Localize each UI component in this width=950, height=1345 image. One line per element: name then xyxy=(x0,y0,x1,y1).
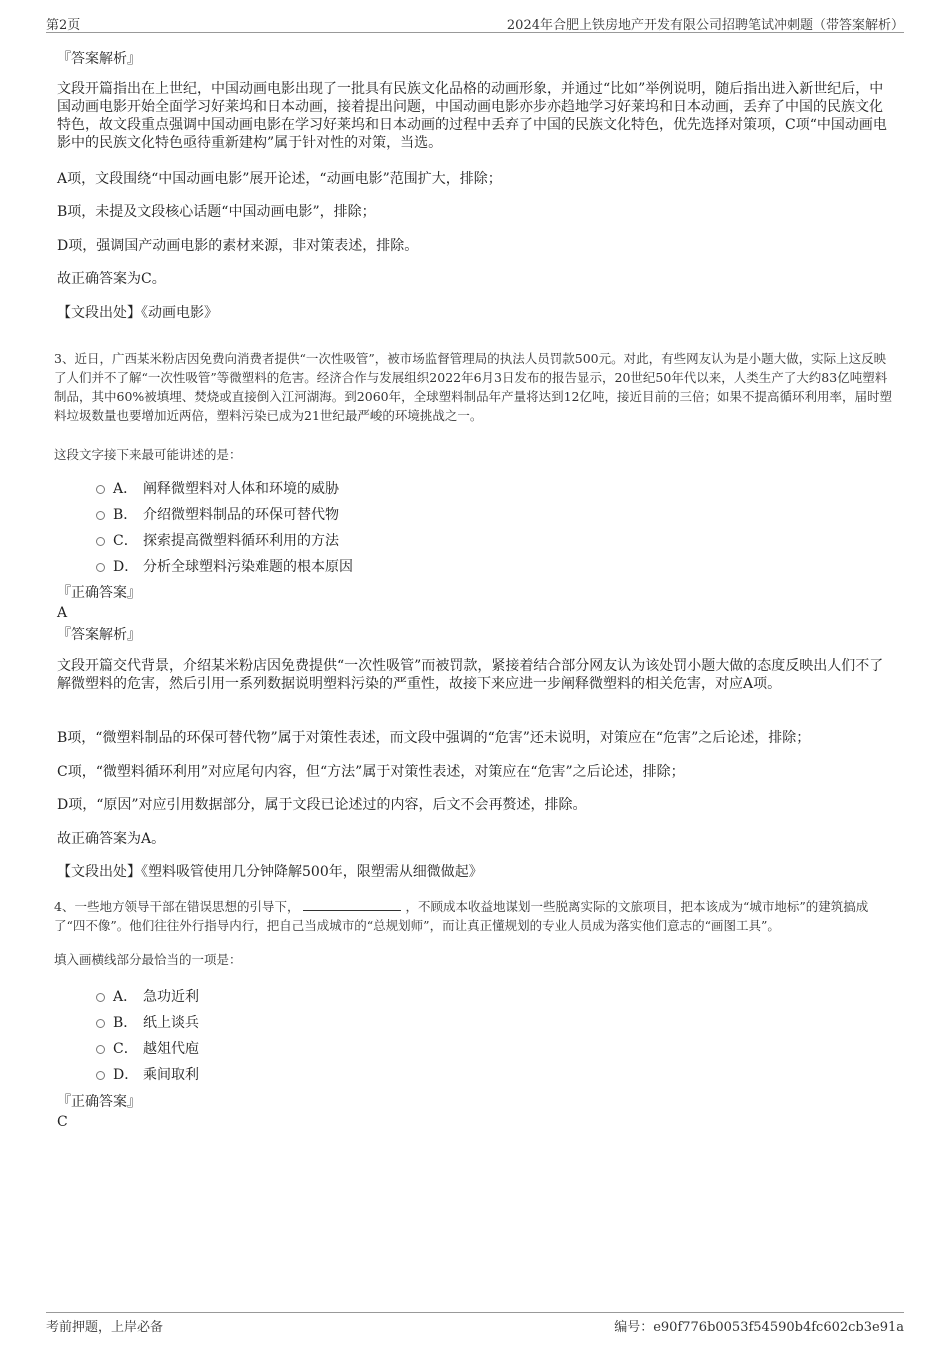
radio-icon[interactable] xyxy=(96,563,105,572)
q3-option-b[interactable]: B． 介绍微塑料制品的环保可替代物 xyxy=(96,504,339,524)
q3-analysis-p5: 故正确答案为A。 xyxy=(57,831,166,847)
q4-answer: C xyxy=(57,1114,68,1130)
q3-option-d[interactable]: D． 分析全球塑料污染难题的根本原因 xyxy=(96,556,353,576)
q3-option-a[interactable]: A． 阐释微塑料对人体和环境的威胁 xyxy=(96,478,339,498)
q2-source: 【文段出处】《动画电影》 xyxy=(57,305,218,321)
radio-icon[interactable] xyxy=(96,993,105,1002)
q2-analysis-label: 『答案解析』 xyxy=(57,51,141,67)
radio-icon[interactable] xyxy=(96,1071,105,1080)
q3-analysis-label: 『答案解析』 xyxy=(57,627,141,643)
footer-slogan: 考前押题，上岸必备 xyxy=(46,1320,164,1335)
q4-option-d[interactable]: D． 乘间取利 xyxy=(96,1064,199,1084)
radio-icon[interactable] xyxy=(96,1019,105,1028)
q4-answer-label: 『正确答案』 xyxy=(57,1094,141,1110)
q3-answer: A xyxy=(57,605,68,621)
page-footer xyxy=(46,1312,904,1335)
fill-blank xyxy=(303,898,401,911)
q2-analysis-p3: B项，未提及文段核心话题“中国动画电影”，排除； xyxy=(57,204,376,220)
page-number: 第2页 xyxy=(46,18,81,33)
radio-icon[interactable] xyxy=(96,537,105,546)
q4-option-c[interactable]: C． 越俎代庖 xyxy=(96,1038,199,1058)
q4-option-a[interactable]: A． 急功近利 xyxy=(96,986,199,1006)
q3-analysis-p1: 文段开篇交代背景，介绍某米粉店因免费提供“一次性吸管”而被罚款，紧接着结合部分网友认为该处罚小题大做的态度反映出人们不了解微塑料的危害，然后引用一系列数据说明塑料污染的严重性，故接下来应进一步阐释微塑料的相关危害，对应A项。 xyxy=(57,658,884,692)
radio-icon[interactable] xyxy=(96,485,105,494)
radio-icon[interactable] xyxy=(96,511,105,520)
document-code: 编号：e90f776b0053f54590b4fc602cb3e91a xyxy=(614,1320,904,1335)
radio-icon[interactable] xyxy=(96,1045,105,1054)
q3-option-c[interactable]: C． 探索提高微塑料循环利用的方法 xyxy=(96,530,339,550)
q3-answer-label: 『正确答案』 xyxy=(57,585,141,601)
q3-analysis-p3: C项，“微塑料循环利用”对应尾句内容，但“方法”属于对策性表述，对策应在“危害”之后论述，排除； xyxy=(57,764,685,780)
q4-prompt: 填入画横线部分最恰当的一项是： xyxy=(54,952,242,967)
page-header xyxy=(46,12,904,33)
q2-analysis-p2: A项，文段围绕“中国动画电影”展开论述，“动画电影”范围扩大，排除； xyxy=(57,171,502,187)
q3-stem: 3、近日，广西某米粉店因免费向消费者提供“一次性吸管”，被市场监督管理局的执法人员罚款500元。对此，有些网友认为是小题大做，实际上这反映了人们并不了解“一次性吸管”等微塑料的危害。经济合作与发展组织2022年6月3日发布的报告显示，20世纪50年代以来，人类生产了大约83亿吨塑料制品，其中60%被填埋、焚烧或直接倒入江河湖海。到2060年，全球塑料制品年产量将达到12亿吨，接近目前的三倍；如果不提高循环利用率，届时塑料垃圾数量也要增加近两倍，塑料污染已成为21世纪最严峻的环境挑战之一。 xyxy=(54,351,893,423)
document-title: 2024年合肥上铁房地产开发有限公司招聘笔试冲刺题（带答案解析） xyxy=(506,18,904,33)
q3-source: 【文段出处】《塑料吸管使用几分钟降解500年，限塑需从细微做起》 xyxy=(57,864,483,880)
q3-analysis-p2: B项，“微塑料制品的环保可替代物”属于对策性表述，而文段中强调的“危害”还未说明，对策应在“危害”之后论述，排除； xyxy=(57,730,811,746)
q2-analysis-p4: D项，强调国产动画电影的素材来源，非对策表述，排除。 xyxy=(57,238,419,254)
q2-analysis-p1: 文段开篇指出在上世纪，中国动画电影出现了一批具有民族文化品格的动画形象，并通过“比如”举例说明，随后指出进入新世纪后，中国动画电影开始全面学习好莱坞和日本动画，接着提出问题，中国动画电影亦步亦趋地学习好莱坞和日本动画，丢弃了中国的民族文化特色，故文段重点强调中国动画电影在学习好莱坞和日本动画的过程中丢弃了中国的民族文化特色，优先选择对策项，C项“中国动画电影中的民族文化特色亟待重新建构”属于针对性的对策，当选。 xyxy=(57,81,887,151)
q4-stem: 4、一些地方领导干部在错误思想的引导下， ，不顾成本收益地谋划一些脱离实际的文旅项目，把本该成为“城市地标”的建筑搞成了“四不像”。他们往往外行指导内行，把自己当成城市的“总规划师”，而让真正懂规划的专业人员成为落实他们意志的“画图工具”。 xyxy=(54,899,869,933)
q4-option-b[interactable]: B． 纸上谈兵 xyxy=(96,1012,199,1032)
q3-analysis-p4: D项，“原因”对应引用数据部分，属于文段已论述过的内容，后文不会再赘述，排除。 xyxy=(57,797,587,813)
q2-analysis-p5: 故正确答案为C。 xyxy=(57,271,166,287)
q3-prompt: 这段文字接下来最可能讲述的是： xyxy=(54,447,242,462)
